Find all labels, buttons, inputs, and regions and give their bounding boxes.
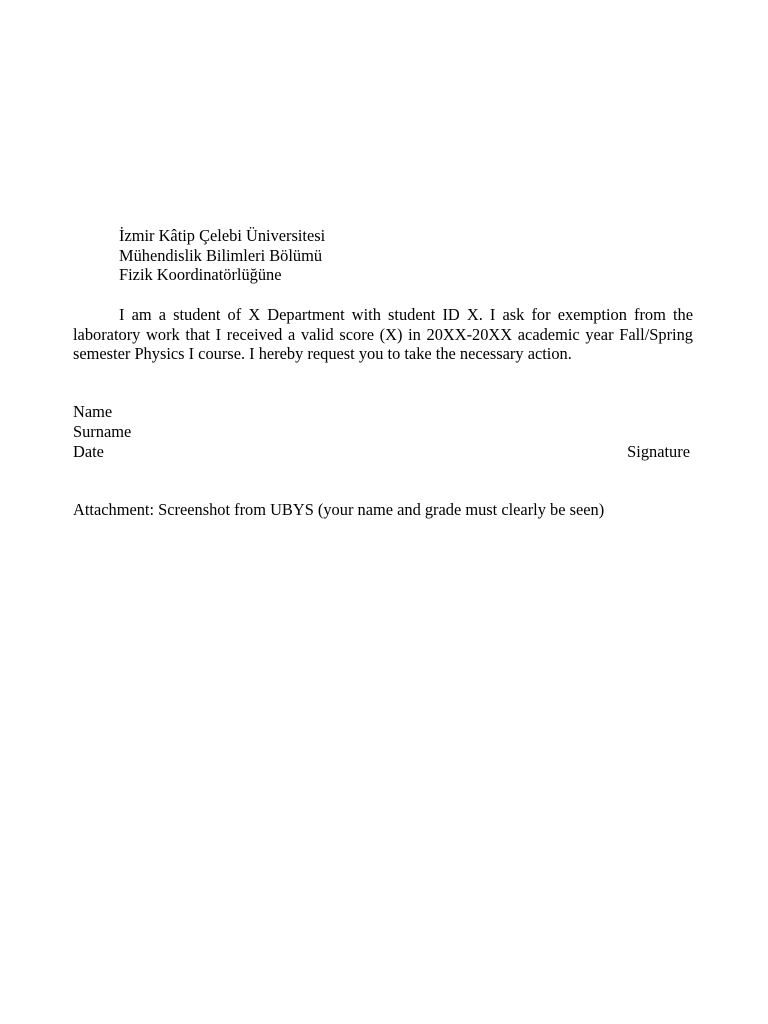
addressee-university: İzmir Kâtip Çelebi Üniversitesi <box>119 226 326 245</box>
surname-label: Surname <box>73 421 132 441</box>
sender-block <box>73 402 693 461</box>
signature-label: Signature <box>627 441 690 461</box>
date-label: Date <box>73 441 104 461</box>
surname-line <box>73 422 693 442</box>
addressee-coordinator: Fizik Koordinatörlüğüne <box>119 265 282 285</box>
addressee-block <box>119 226 325 285</box>
addressee-department: Mühendislik Bilimleri Bölümü <box>119 245 323 265</box>
name-line <box>73 402 693 422</box>
request-paragraph: I am a student of X Department with student ID X. I ask for exemption from the laboratory work that I received a valid score (X) in 20XX-20XX academic year Fall/Spring semester Physics I course. I hereby request you to take the necessary action. <box>73 305 693 364</box>
name-label: Name <box>73 402 113 421</box>
date-line <box>73 442 693 462</box>
attachment-note: Attachment: Screenshot from UBYS (your name and grade must clearly be seen) <box>73 500 605 519</box>
